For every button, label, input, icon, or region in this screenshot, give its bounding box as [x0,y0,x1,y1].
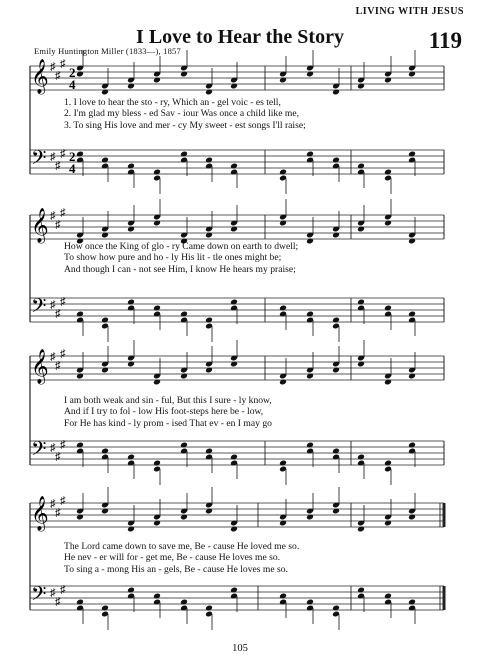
bass-clef-icon: 𝄢 [31,294,47,322]
bass-clef-icon: 𝄢 [31,437,47,465]
time-signature-bottom: 4 [69,161,76,176]
sharp-icon: ♯ [60,148,66,160]
sharp-icon: ♯ [60,207,66,219]
time-signature-top: 2 [69,149,76,164]
lyric-line: He nev - er will for - get me, Be - cause He loves me so. [64,552,281,564]
sharp-icon: ♯ [55,596,61,608]
lyric-line: And if I try to fol - low His foot-steps here be - low, [64,406,264,418]
lyric-line: 3. To sing His love and mer - cy My sweet - est songs I'll raise; [64,119,306,131]
lyric-line: And though I can - not see Him, I know He hears my praise; [64,263,296,275]
lyric-line: To sing a - mong His an - gels, Be - cause He loves me so. [64,563,288,575]
sharp-icon: ♯ [55,219,61,231]
sharp-icon: ♯ [55,70,61,82]
treble-clef-icon: 𝄞 [31,496,49,531]
sharp-icon: ♯ [50,61,56,73]
sharp-icon: ♯ [50,210,56,222]
lyric-line: To show how pure and ho - ly His lit - tle ones might be; [64,252,282,264]
hymn-title: I Love to Hear the Story [136,26,344,48]
lyric-line: For He has kind - ly prom - ised That ev - en I may go [64,417,272,429]
lyric-line: How once the King of glo - ry Came down on earth to dwell; [64,241,299,252]
sharp-icon: ♯ [55,308,61,320]
page-number: 105 [232,643,248,654]
sharp-icon: ♯ [55,507,61,519]
sharp-icon: ♯ [60,439,66,451]
lyrics-system-2 [64,241,444,275]
treble-clef-icon: 𝄞 [31,59,49,94]
sharp-icon: ♯ [55,451,61,463]
sharp-icon: ♯ [50,351,56,363]
sharp-icon: ♯ [55,160,61,172]
treble-clef-icon: 𝄞 [31,208,49,243]
sharp-icon: ♯ [60,296,66,308]
bass-clef-icon: 𝄢 [31,582,47,610]
sharp-icon: ♯ [60,584,66,596]
treble-clef-icon: 𝄞 [31,349,49,384]
lyric-line: I am both weak and sin - ful, But this I sure - ly know, [64,395,272,406]
section-heading: LIVING WITH JESUS [355,6,464,17]
time-signature-bottom: 4 [69,77,76,92]
sharp-icon: ♯ [60,58,66,70]
lyric-line: 2. I'm glad my bless - ed Sav - iour Was once a child like me, [64,108,299,120]
sharp-icon: ♯ [55,360,61,372]
sharp-icon: ♯ [50,498,56,510]
author-credit: Emily Huntington Miller (1833—), 1857 [34,46,181,56]
sharp-icon: ♯ [50,299,56,311]
lyrics-system-1 [64,97,444,131]
sharp-icon: ♯ [50,587,56,599]
lyrics-system-4 [64,541,444,575]
sharp-icon: ♯ [50,151,56,163]
time-signature-top: 2 [69,65,76,80]
sharp-icon: ♯ [60,495,66,507]
hymn-number: 119 [428,28,462,53]
lyric-line: The Lord came down to save me, Be - cause He loved me so. [64,541,300,552]
sharp-icon: ♯ [50,442,56,454]
sharp-icon: ♯ [60,348,66,360]
bass-clef-icon: 𝄢 [31,146,47,174]
lyrics-system-3 [64,395,444,429]
lyric-line: 1. I love to hear the sto - ry, Which an - gel voic - es tell, [64,97,281,108]
